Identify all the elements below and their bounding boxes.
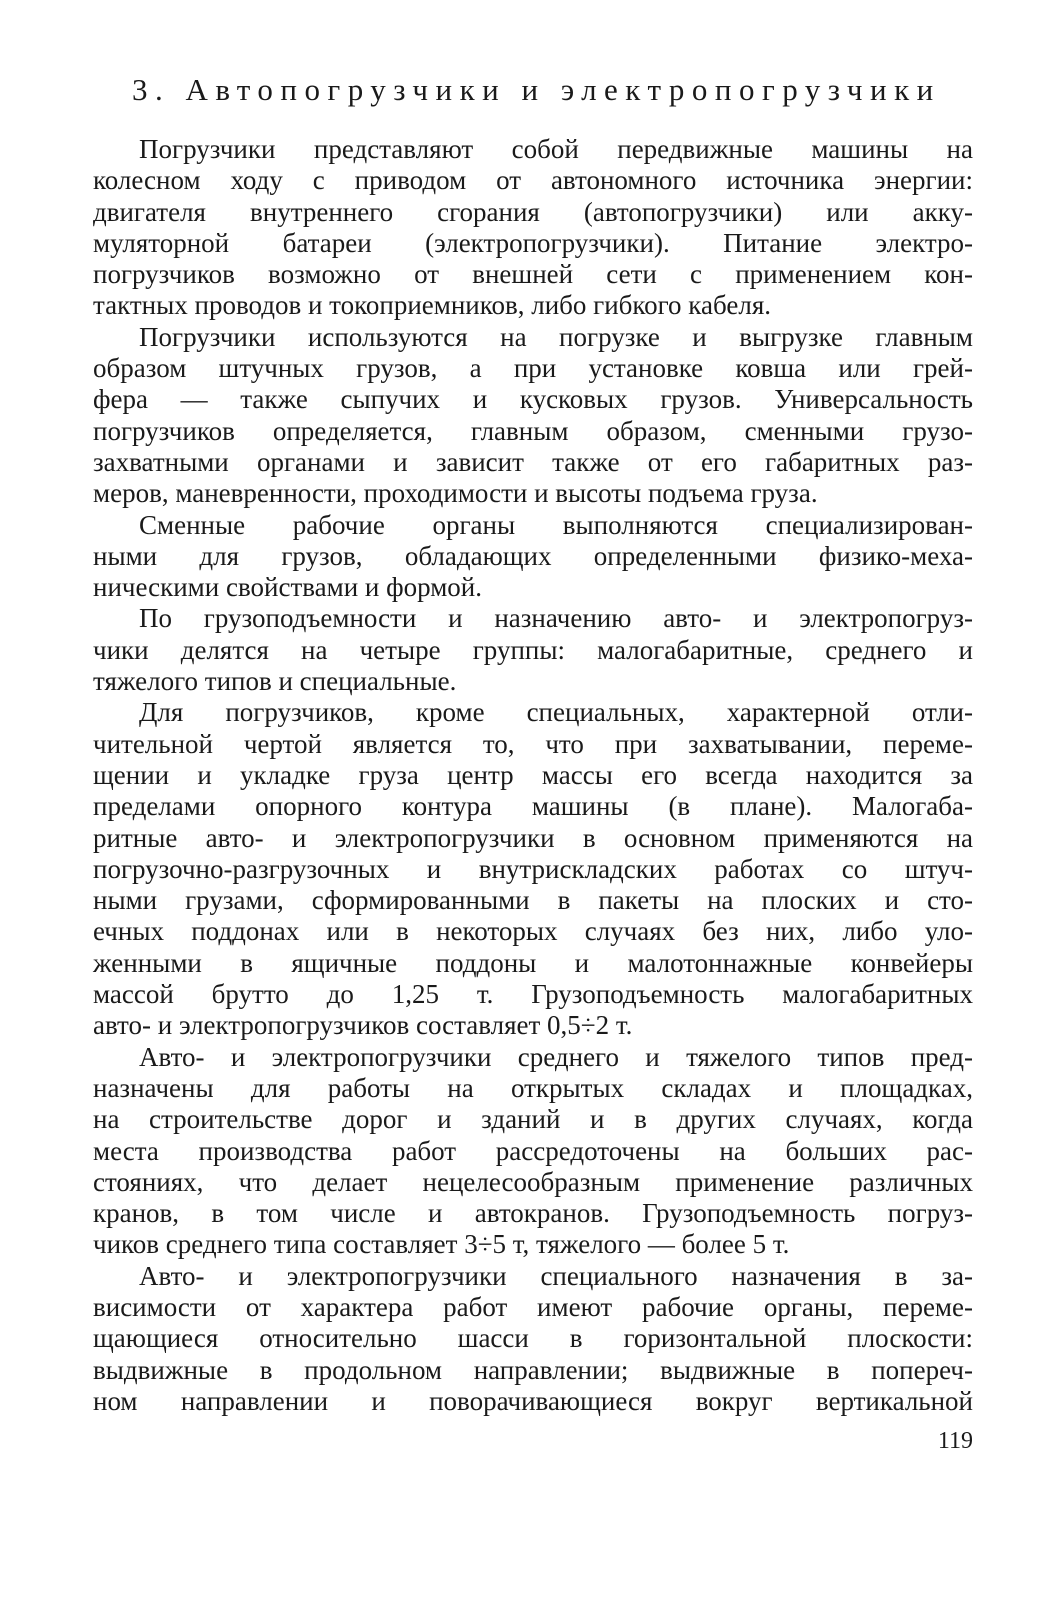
text-line: тяжелого типов и специальные. [93, 666, 457, 697]
text-line: двигателя внутреннего сгорания (автопогрузчики) или акку- [93, 196, 973, 227]
paragraph [93, 134, 973, 322]
text-line: Авто- и электропогрузчики специального назначения в за- [139, 1260, 973, 1291]
text-line: пределами опорного контура машины (в плане). Малогаба- [93, 791, 973, 822]
text-line: ными грузами, сформированными в пакеты на плоских и сто- [93, 885, 973, 916]
text-line: выдвижные в продольном направлении; выдвижные в попереч- [93, 1354, 973, 1385]
text-line: Авто- и электропогрузчики среднего и тяжелого типов пред- [139, 1041, 973, 1072]
text-line: женными в ящичные поддоны и малотоннажные конвейеры [93, 947, 973, 978]
text-line: По грузоподъемности и назначению авто- и электропогруз- [139, 603, 973, 634]
text-line: ническими свойствами и формой. [93, 572, 482, 603]
text-line: чики делятся на четыре группы: малогабаритные, среднего и [93, 634, 973, 665]
text-line: тактных проводов и токоприемников, либо гибкого кабеля. [93, 290, 772, 321]
text-line: назначены для работы на открытых складах и площадках, [93, 1072, 973, 1103]
text-line: Для погрузчиков, кроме специальных, характерной отли- [139, 697, 973, 728]
text-line: кранов, в том числе и автокранов. Грузоподъемность погруз- [93, 1198, 973, 1229]
text-line: висимости от характера работ имеют рабочие органы, переме- [93, 1291, 973, 1322]
text-line: колесном ходу с приводом от автономного источника энергии: [93, 165, 973, 196]
text-line: погрузочно-разгрузочных и внутрискладских работах со штуч- [93, 853, 973, 884]
text-line: стояниях, что делает нецелесообразным применение различных [93, 1166, 973, 1197]
text-line: погрузчиков возможно от внешней сети с применением кон- [93, 259, 973, 290]
body-text [93, 134, 973, 1417]
text-line: ритные авто- и электропогрузчики в основном применяются на [93, 822, 973, 853]
paragraph [93, 1042, 973, 1261]
text-line: фера — также сыпучих и кусковых грузов. Универсальность [93, 384, 973, 415]
text-line: образом штучных грузов, а при установке ковша или грей- [93, 353, 973, 384]
text-line: ными для грузов, обладающих определенными физико-меха- [93, 540, 973, 571]
text-line: захватными органами и зависит также от его габаритных раз- [93, 446, 973, 477]
text-line: на строительстве дорог и зданий и в других случаях, когда [93, 1104, 973, 1135]
text-line: чительной чертой является то, что при захватывании, переме- [93, 728, 973, 759]
text-line: муляторной батареи (электропогрузчики). Питание электро- [93, 227, 973, 258]
paragraph [93, 603, 973, 697]
text-line: места производства работ рассредоточены на больших рас- [93, 1135, 973, 1166]
text-line: щающиеся относительно шасси в горизонтальной плоскости: [93, 1323, 973, 1354]
text-line: Погрузчики представляют собой передвижные машины на [139, 134, 973, 164]
text-line: Сменные рабочие органы выполняются специализирован- [139, 509, 973, 540]
text-line: Погрузчики используются на погрузке и выгрузке главным [139, 321, 973, 352]
text-line: погрузчиков определяется, главным образом, сменными грузо- [93, 415, 973, 446]
paragraph [93, 510, 973, 604]
page-number: 119 [937, 1428, 973, 1454]
text-line: меров, маневренности, проходимости и высоты подъема груза. [93, 478, 818, 509]
paragraph [93, 322, 973, 510]
text-line: щении и укладке груза центр массы его всегда находится за [93, 759, 973, 790]
text-line: ечных поддонах или в некоторых случаях без них, либо уло- [93, 916, 973, 947]
text-line: чиков среднего типа составляет 3÷5 т, тяжелого — более 5 т. [93, 1229, 790, 1260]
text-line: авто- и электропогрузчиков составляет 0,5÷2 т. [93, 1010, 633, 1041]
paragraph [93, 697, 973, 1041]
text-line: массой брутто до 1,25 т. Грузоподъемность малогабаритных [93, 979, 973, 1010]
text-line: ном направлении и поворачивающиеся вокруг вертикальной [93, 1385, 973, 1416]
paragraph [93, 1261, 973, 1417]
section-heading: 3. Автопогрузчики и электропогрузчики [132, 72, 941, 107]
